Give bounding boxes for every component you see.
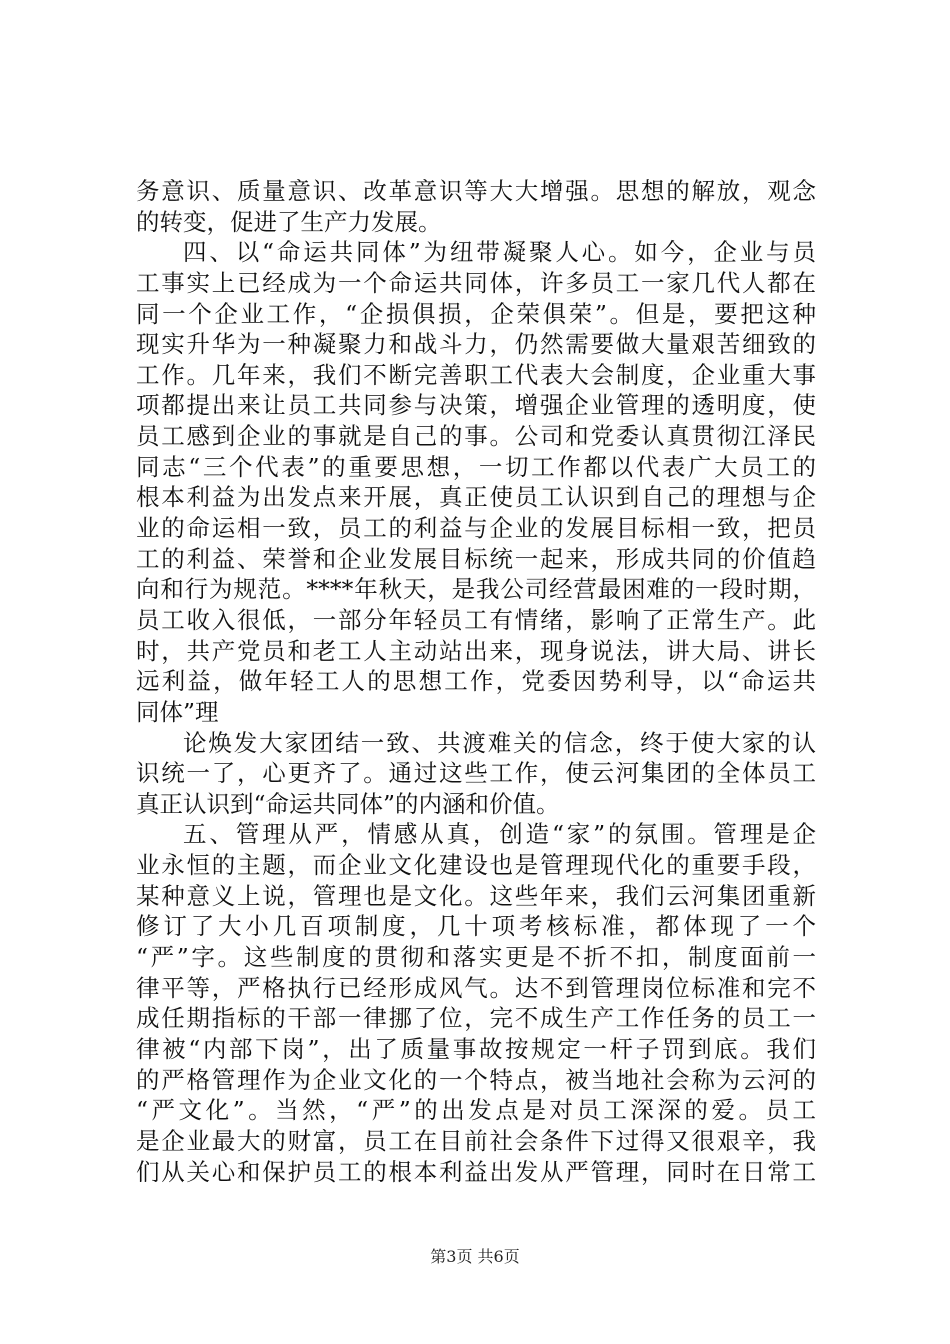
text-line: 们从关心和保护员工的根本利益出发从严管理，同时在日常工 bbox=[136, 1157, 816, 1186]
text-line: “严”字。这些制度的贯彻和落实更是不折不扣，制度面前一 bbox=[136, 943, 816, 972]
text-line: 四、以“命运共同体”为纽带凝聚人心。如今，企业与员 bbox=[183, 238, 816, 267]
text-line: 同一个企业工作，“企损俱损，企荣俱荣”。但是，要把这种 bbox=[136, 299, 816, 328]
page-footer: 第3页 共6页 bbox=[430, 1247, 520, 1266]
text-line: 律平等，严格执行已经形成风气。达不到管理岗位标准和完不 bbox=[136, 973, 816, 1002]
text-line: 同体”理 bbox=[136, 697, 219, 726]
text-line: 修订了大小几百项制度，几十项考核标准，都体现了一个 bbox=[136, 912, 816, 941]
text-line: 的严格管理作为企业文化的一个特点，被当地社会称为云河的 bbox=[136, 1065, 816, 1094]
text-line: 论焕发大家团结一致、共渡难关的信念，终于使大家的认 bbox=[183, 728, 816, 757]
text-line: 项都提出来让员工共同参与决策，增强企业管理的透明度，使 bbox=[136, 391, 816, 420]
text-line: 的转变，促进了生产力发展。 bbox=[136, 207, 442, 236]
text-line: 业的命运相一致，员工的利益与企业的发展目标相一致，把员 bbox=[136, 514, 816, 543]
text-line: 同志“三个代表”的重要思想，一切工作都以代表广大员工的 bbox=[136, 452, 816, 481]
text-line: 成任期指标的干部一律挪了位，完不成生产工作任务的员工一 bbox=[136, 1004, 816, 1033]
text-line: 根本利益为出发点来开展，真正使员工认识到自己的理想与企 bbox=[136, 483, 816, 512]
text-line: 远利益，做年轻工人的思想工作，党委因势利导，以“命运共 bbox=[136, 667, 816, 696]
text-line: 业永恒的主题，而企业文化建设也是管理现代化的重要手段， bbox=[136, 851, 816, 880]
text-line: 识统一了，心更齐了。通过这些工作，使云河集团的全体员工 bbox=[136, 759, 816, 788]
text-line: 某种意义上说，管理也是文化。这些年来，我们云河集团重新 bbox=[136, 881, 816, 910]
document-body bbox=[136, 176, 816, 1187]
text-line: 员工感到企业的事就是自己的事。公司和党委认真贯彻江泽民 bbox=[136, 422, 816, 451]
text-line: 员工收入很低，一部分年轻员工有情绪，影响了正常生产。此 bbox=[136, 605, 816, 634]
text-line: 向和行为规范。****年秋天，是我公司经营最困难的一段时期， bbox=[136, 575, 816, 604]
text-line: 务意识、质量意识、改革意识等大大增强。思想的解放，观念 bbox=[136, 177, 816, 205]
text-line: 工的利益、荣誉和企业发展目标统一起来，形成共同的价值趋 bbox=[136, 544, 816, 573]
text-line: 五、管理从严，情感从真，创造“家”的氛围。管理是企 bbox=[183, 820, 816, 849]
text-line: 是企业最大的财富，员工在目前社会条件下过得又很艰辛，我 bbox=[136, 1126, 816, 1155]
text-line: 工作。几年来，我们不断完善职工代表大会制度，企业重大事 bbox=[136, 360, 816, 389]
text-line: 现实升华为一种凝聚力和战斗力，仍然需要做大量艰苦细致的 bbox=[136, 330, 816, 359]
text-line: 时，共产党员和老工人主动站出来，现身说法，讲大局、讲长 bbox=[136, 636, 816, 665]
text-line: “严文化”。当然，“严”的出发点是对员工深深的爱。员工 bbox=[136, 1096, 816, 1125]
text-line: 工事实上已经成为一个命运共同体，许多员工一家几代人都在 bbox=[136, 268, 816, 297]
text-line: 真正认识到“命运共同体”的内涵和价值。 bbox=[136, 789, 560, 818]
text-line: 律被“内部下岗”，出了质量事故按规定一杆子罚到底。我们 bbox=[136, 1034, 816, 1063]
